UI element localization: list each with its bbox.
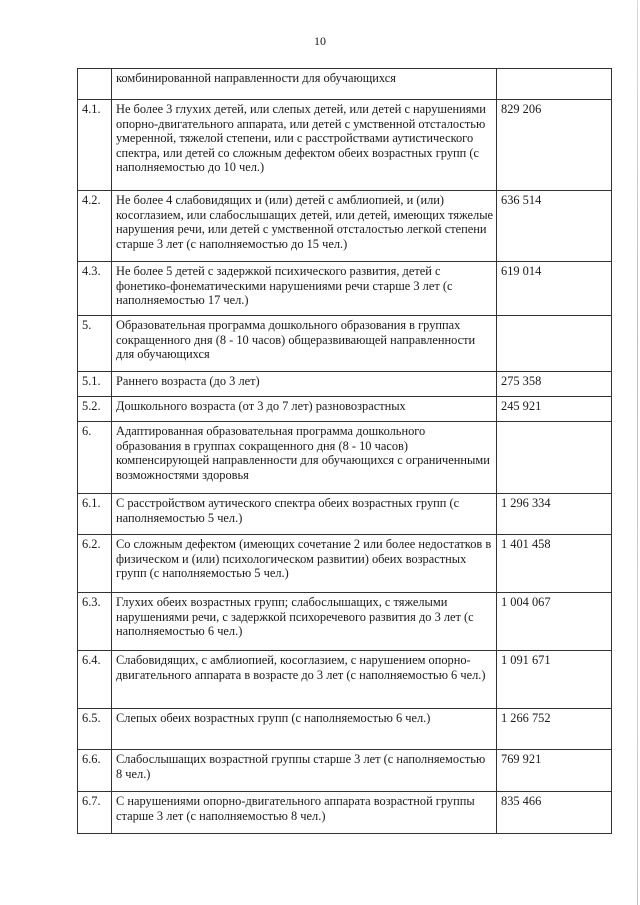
- row-value: [497, 69, 612, 100]
- row-value: 835 466: [497, 792, 612, 834]
- row-number: 6.5.: [78, 709, 112, 750]
- row-description: Дошкольного возраста (от 3 до 7 лет) разновозрастных: [112, 397, 497, 422]
- table-row: [78, 494, 612, 535]
- row-value: 1 401 458: [497, 535, 612, 593]
- row-description: Слепых обеих возрастных групп (с наполняемостью 6 чел.): [112, 709, 497, 750]
- row-description: С расстройством аутического спектра обеих возрастных групп (с наполняемостью 5 чел.): [112, 494, 497, 535]
- row-number: 5.: [78, 316, 112, 372]
- row-number: 4.1.: [78, 100, 112, 191]
- scan-edge: [637, 0, 638, 905]
- row-number: 6.4.: [78, 651, 112, 709]
- table-row: [78, 709, 612, 750]
- row-number: 5.1.: [78, 372, 112, 397]
- row-value: 1 004 067: [497, 593, 612, 651]
- row-number: 6.3.: [78, 593, 112, 651]
- row-value: 619 014: [497, 262, 612, 316]
- row-description: Адаптированная образовательная программа дошкольного образования в группах сокращенного дня (8 - 10 часов) компенсирующей направленности для обучающихся с ограниченными возможностями здоровья: [112, 422, 497, 494]
- table-row: [78, 535, 612, 593]
- row-description: Слабослышащих возрастной группы старше 3 лет (с наполняемостью 8 чел.): [112, 750, 497, 792]
- row-description: Слабовидящих, с амблиопией, косоглазием, с нарушением опорно-двигательного аппарата в возрасте до 3 лет (с наполняемостью 6 чел.): [112, 651, 497, 709]
- row-value: 245 921: [497, 397, 612, 422]
- row-number: 6.1.: [78, 494, 112, 535]
- row-description: комбинированной направленности для обучающихся: [112, 69, 497, 100]
- table-row: [78, 750, 612, 792]
- row-value: [497, 316, 612, 372]
- row-value: 769 921: [497, 750, 612, 792]
- table-row: [78, 69, 612, 100]
- table-row: [78, 191, 612, 262]
- row-value: 829 206: [497, 100, 612, 191]
- row-number: 4.3.: [78, 262, 112, 316]
- row-number: 6.2.: [78, 535, 112, 593]
- table-row: [78, 372, 612, 397]
- table-row: [78, 651, 612, 709]
- row-number: 4.2.: [78, 191, 112, 262]
- table-row: [78, 100, 612, 191]
- row-value: 636 514: [497, 191, 612, 262]
- row-number: 6.: [78, 422, 112, 494]
- row-description: Не более 4 слабовидящих и (или) детей с амблиопией, и (или) косоглазием, или слабослышащих детей, или детей, имеющих тяжелые нарушения речи, или детей с умственной отсталостью легкой степени старше 3 лет (с наполняемостью до 15 чел.): [112, 191, 497, 262]
- row-description: Раннего возраста (до 3 лет): [112, 372, 497, 397]
- row-value: 275 358: [497, 372, 612, 397]
- table-row: [78, 422, 612, 494]
- row-description: Не более 5 детей с задержкой психического развития, детей с фонетико-фонематическими нарушениями речи старше 3 лет (с наполняемостью 17 чел.): [112, 262, 497, 316]
- row-description: Не более 3 глухих детей, или слепых детей, или детей с нарушениями опорно-двигательного аппарата, или детей с умственной отсталостью умеренной, тяжелой степени, или с расстройствами аутистического спектра, или детей со сложным дефектом обеих возрастных групп (с наполняемостью до 10 чел.): [112, 100, 497, 191]
- row-value: [497, 422, 612, 494]
- row-description: Со сложным дефектом (имеющих сочетание 2 или более недостатков в физическом и (или) психологическом развитии) обеих возрастных групп (с наполняемостью 5 чел.): [112, 535, 497, 593]
- table-row: [78, 593, 612, 651]
- row-value: 1 296 334: [497, 494, 612, 535]
- page-number: 10: [314, 34, 326, 48]
- row-value: 1 266 752: [497, 709, 612, 750]
- table-row: [78, 316, 612, 372]
- table-row: [78, 262, 612, 316]
- row-value: 1 091 671: [497, 651, 612, 709]
- row-number: [78, 69, 112, 100]
- table-row: [78, 792, 612, 834]
- row-description: С нарушениями опорно-двигательного аппарата возрастной группы старше 3 лет (с наполняемостью 8 чел.): [112, 792, 497, 834]
- row-number: 6.7.: [78, 792, 112, 834]
- row-description: Глухих обеих возрастных групп; слабослышащих, с тяжелыми нарушениями речи, с задержкой психоречевого развития до 3 лет (с наполняемостью 6 чел.): [112, 593, 497, 651]
- row-number: 5.2.: [78, 397, 112, 422]
- table-row: [78, 397, 612, 422]
- row-number: 6.6.: [78, 750, 112, 792]
- row-description: Образовательная программа дошкольного образования в группах сокращенного дня (8 - 10 часов) общеразвивающей направленности для обучающихся: [112, 316, 497, 372]
- tariff-table: [77, 68, 612, 834]
